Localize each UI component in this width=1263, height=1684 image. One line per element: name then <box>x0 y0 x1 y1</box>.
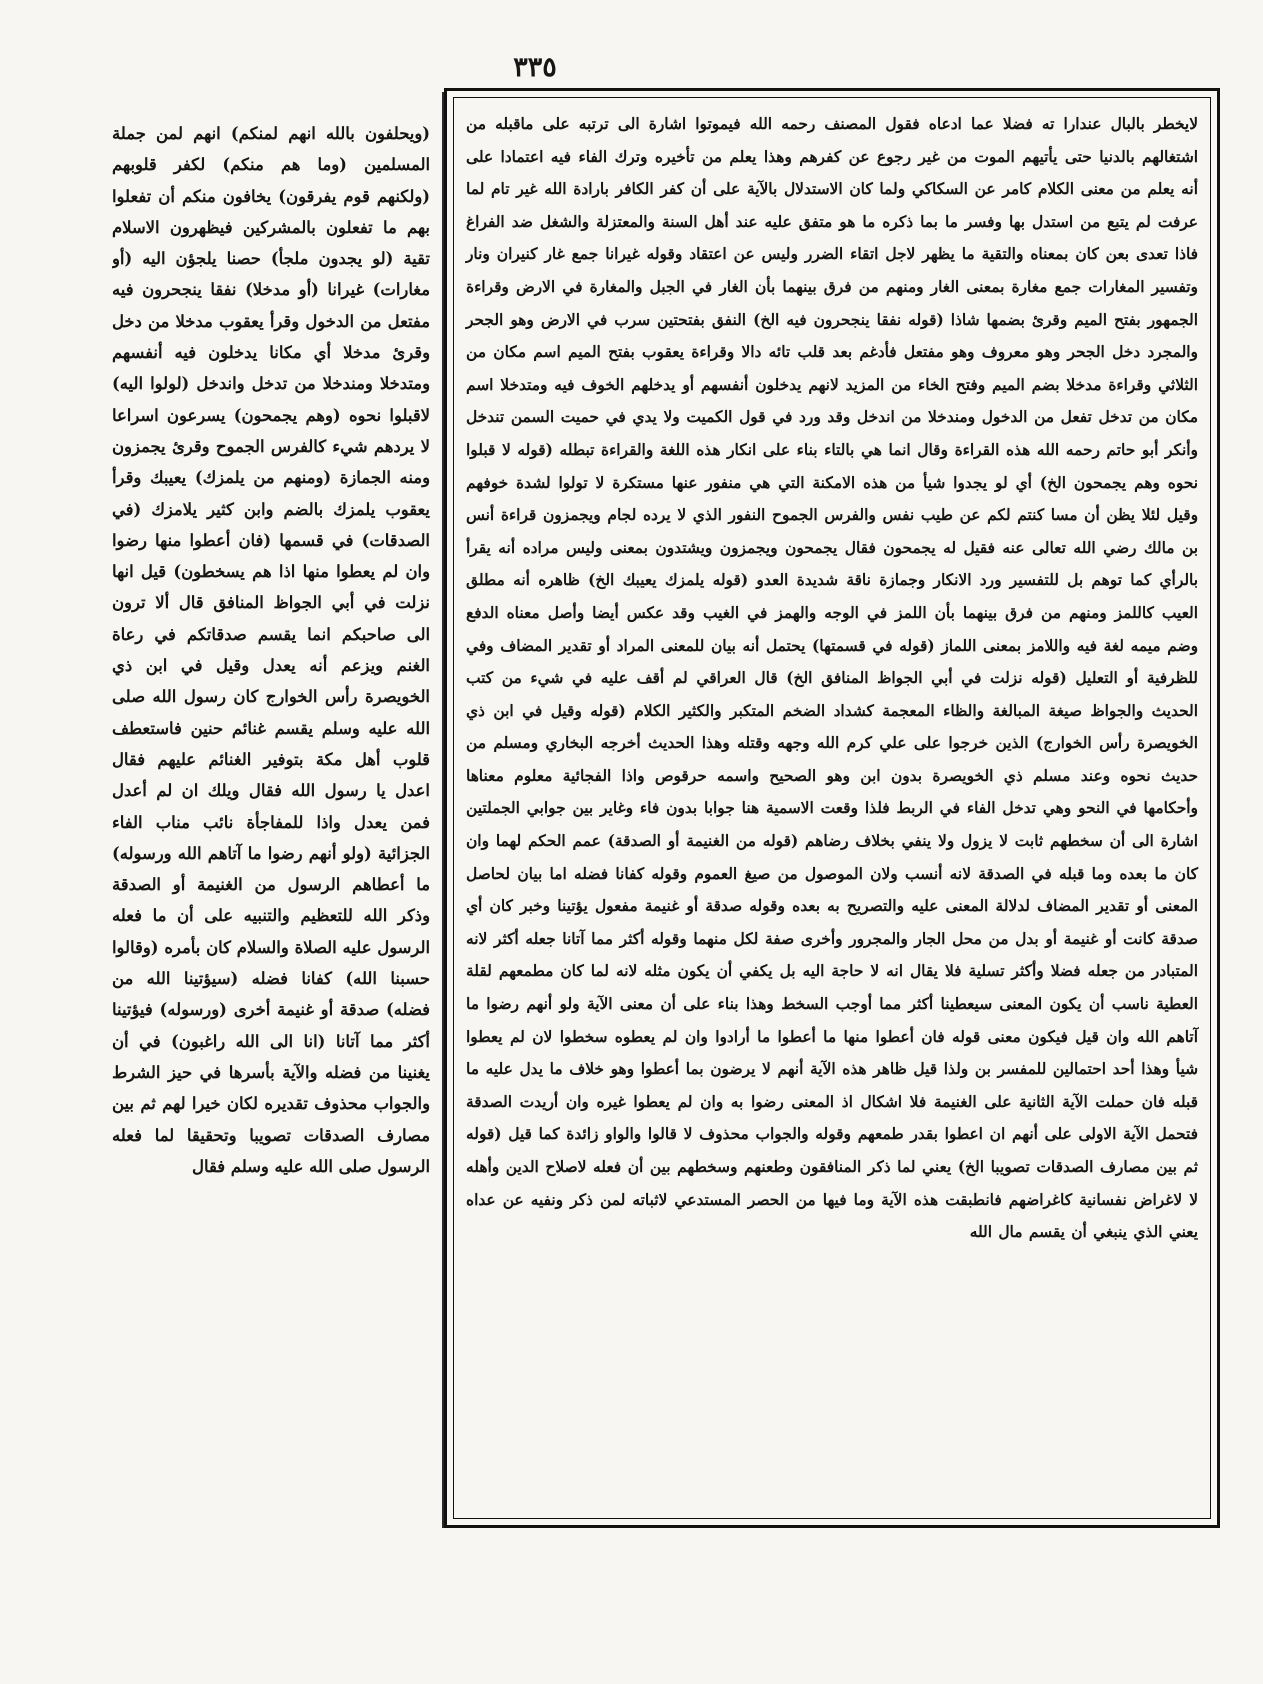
main-text-frame <box>444 88 1220 1528</box>
margin-tafsir-text: (ويحلفون بالله انهم لمنكم) انهم لمن جملة المسلمين (وما هم منكم) لكفر قلوبهم (ولكنهم قوم يفرقون) يخافون منكم أن تفعلوا بهم ما تفعلون بالمشركين فيظهرون الاسلام تقية (لو يجدون ملجأ) حصنا يلجؤن اليه (أو مغارات) غيرانا (أو مدخلا) نفقا ينجحرون فيه مفتعل من الدخول وقرأ يعقوب مدخلا من دخل وقرئ مدخلا أي مكانا يدخلون فيه أنفسهم ومتدخلا ومندخلا من تدخل واندخل (لولوا اليه) لاقبلوا نحوه (وهم يجمحون) يسرعون اسراعا لا يردهم شيء كالفرس الجموح وقرئ يجمزون ومنه الجمازة (ومنهم من يلمزك) يعيبك وقرأ يعقوب يلمزك بالضم وابن كثير يلامزك (في الصدقات) في قسمها (فان أعطوا منها رضوا وان لم يعطوا منها اذا هم يسخطون) قيل انها نزلت في أبي الجواظ المنافق قال ألا ترون الى صاحبكم انما يقسم صدقاتكم في رعاة الغنم ويزعم أنه يعدل وقيل في ابن ذي الخويصرة رأس الخوارج كان رسول الله صلى الله عليه وسلم يقسم غنائم حنين فاستعطف قلوب أهل مكة بتوفير الغنائم عليهم فقال اعدل يا رسول الله فقال ويلك ان لم أعدل فمن يعدل واذا للمفاجأة نائب مناب الفاء الجزائية (ولو أنهم رضوا ما آتاهم الله ورسوله) ما أعطاهم الرسول من الغنيمة أو الصدقة وذكر الله للتعظيم والتنبيه على أن ما فعله الرسول عليه الصلاة والسلام كان بأمره (وقالوا حسبنا الله) كفانا فضله (سيؤتينا الله من فضله) صدقة أو غنيمة أخرى (ورسوله) فيؤتينا أكثر مما آتانا (انا الى الله راغبون) في أن يغنينا من فضله والآية بأسرها في حيز الشرط والجواب محذوف تقديره لكان خيرا لهم ثم بين مصارف الصدقات تصويبا وتحقيقا لما فعله الرسول صلى الله عليه وسلم فقال <box>112 124 430 1176</box>
main-commentary-text: لايخطر بالبال عندارا ته فضلا عما ادعاه فقول المصنف رحمه الله فيموتوا اشارة الى ترتبه على ماقبله من اشتغالهم بالدنيا حتى يأتيهم الموت من غير رجوع عن كفرهم وهذا يعلم من تأخيره وترك الفاء فيه اعتمادا على أنه يعلم من معنى الكلام كامر عن السكاكي ولما كان الاستدلال بالآية على أن كفر الكافر بارادة الله غير تام لما عرفت لم يتبع من استدل بها وفسر ما بما ذكره ما هو متفق عليه عند أهل السنة والمعتزلة والشغل ضد الفراغ فاذا تعدى بعن كان بمعناه والتقية ما يظهر لاجل اتقاء الضرر وليس عن اعتقاد وقوله غيرانا جمع غار كنيران ونار وتفسير المغارات جمع مغارة بمعنى الغار ومنهم من فرق بينهما بأن الغار في الجبل والمغارة في الارض وقراءة الجمهور بفتح الميم وقرئ بضمها شاذا (قوله نفقا ينجحرون فيه الخ) النفق بفتحتين سرب في الارض وهو الجحر والمجرد دخل الجحر وهو معروف وهو مفتعل فأدغم بعد قلب تائه دالا وقراءة يعقوب بفتح الميم اسم مكان من الثلاثي وقراءة مدخلا بضم الميم وفتح الخاء من المزيد لانهم يدخلون أنفسهم أو يدخلهم الخوف فيه ومتدخلا اسم مكان من تدخل تفعل من الدخول ومندخلا من اندخل وقد ورد في قول الكميت ولا يدي في حميت السمن تندخل وأنكر أبو حاتم رحمه الله هذه القراءة وقال انما هي بالتاء بناء على انكار هذه اللغة والقراءة تبطله (قوله لا قبلوا نحوه وهم يجمحون الخ) أي لو يجدوا شيأ من هذه الامكنة التي هي منفور عنها مستكرة لا تولوا لشدة خوفهم وقيل لئلا يظن أن مسا كنتم لكم عن طيب نفس والفرس الجموح النفور الذي لا يرده لجام ويجمزون قراءة أنس بن مالك رضي الله تعالى عنه فقيل له يجمحون فقال يجمحون ويجمزون ويشتدون بمعنى وليس مراده أنه يقرأ بالرأي كما توهم بل للتفسير ورد الانكار وجمازة ناقة شديدة العدو (قوله يلمزك يعيبك الخ) ظاهره أنه مطلق العيب كاللمز ومنهم من فرق بينهما بأن اللمز في الوجه والهمز في الغيب وقد عكس أيضا وأصل معناه الدفع وضم ميمه لغة فيه واللامز بمعنى اللماز (قوله في قسمتها) يحتمل أنه بيان للمعنى المراد أو تقدير المضاف وفي للظرفية أو التعليل (قوله نزلت في أبي الجواظ المنافق الخ) قال العراقي لم أقف عليه في شيء من كتب الحديث والجواظ صيغة المبالغة والظاء المعجمة كشداد الضخم المتكبر والكثير الكلام (قوله وقيل في ابن ذي الخويصرة رأس الخوارج) الذين خرجوا على علي كرم الله وجهه وقتله وهذا الحديث أخرجه البخاري ومسلم من حديث نحوه وعند مسلم ذي الخويصرة بدون ابن وهو الصحيح واسمه حرقوص واذا الفجائية معلوم معناها وأحكامها في النحو وهي تدخل الفاء في الربط فلذا وقعت الاسمية هنا جوابا بدون فاء وغاير بين جوابي الجملتين اشارة الى أن سخطهم ثابت لا يزول ولا ينفي بخلاف رضاهم (قوله من الغنيمة أو الصدقة) عمم الحكم لهما وان كان ما بعده وما قبله في الصدقة لانه أنسب ولان الموصول من صيغ العموم وقوله كفانا فضله اما بيان لحاصل المعنى أو تقدير المضاف لدلالة المعنى عليه والتصريح به بعده وقوله صدقة أو غنيمة مفعول يؤتينا وخبر كان أي صدقة كانت أو غنيمة أو بدل من محل الجار والمجرور وأخرى صفة لكل منهما وقوله أكثر مما آتانا جعله أكثر لانه المتبادر من جعله فضلا وأكثر تسلية فلا يقال انه لا حاجة اليه بل يكفي أن يكون مثله لانه لما كان مطمعهم لقلة العطية ناسب أن يكون المعنى سيعطينا أكثر مما أوجب السخط وهذا بناء على أن معنى الآية ولو أنهم رضوا ما آتاهم الله وان قيل فيكون معنى قوله فان أعطوا منها ما أعطوا ما أرادوا وان لم يعطوه سخطوا لان لم يعطوا شيأ وهذا أحد احتمالين للمفسر بن ولذا قيل ظاهر هذه الآية أنهم لا يرضون بما أعطوا وهو خلاف ما يدل عليه ما قبله فان حملت الآية الثانية على الغنيمة فلا اشكال اذ المعنى رضوا به وان لم يعطوا غيره وان أريدت الصدقة فتحمل الآية الاولى على أنهم ان اعطوا بقدر طمعهم وقوله والجواب محذوف لا قالوا والواو زائدة كما قيل (قوله ثم بين مصارف الصدقات تصويبا الخ) يعني لما ذكر المنافقون وطعنهم وسخطهم بين أن فعله لاصلاح الدين وأهله لا لاغراض نفسانية كاغراضهم فانطبقت هذه الآية وما فيها من الحصر المستدعي لاثباته لمن ذكر ونفيه عن عداه يعني الذي ينبغي أن يقسم مال الله <box>466 115 1198 1242</box>
page-number: ٣٣٥ <box>513 52 557 83</box>
frame-side-rule <box>442 92 444 1528</box>
main-text-frame-inner <box>453 97 1211 1519</box>
margin-column <box>112 118 430 1488</box>
